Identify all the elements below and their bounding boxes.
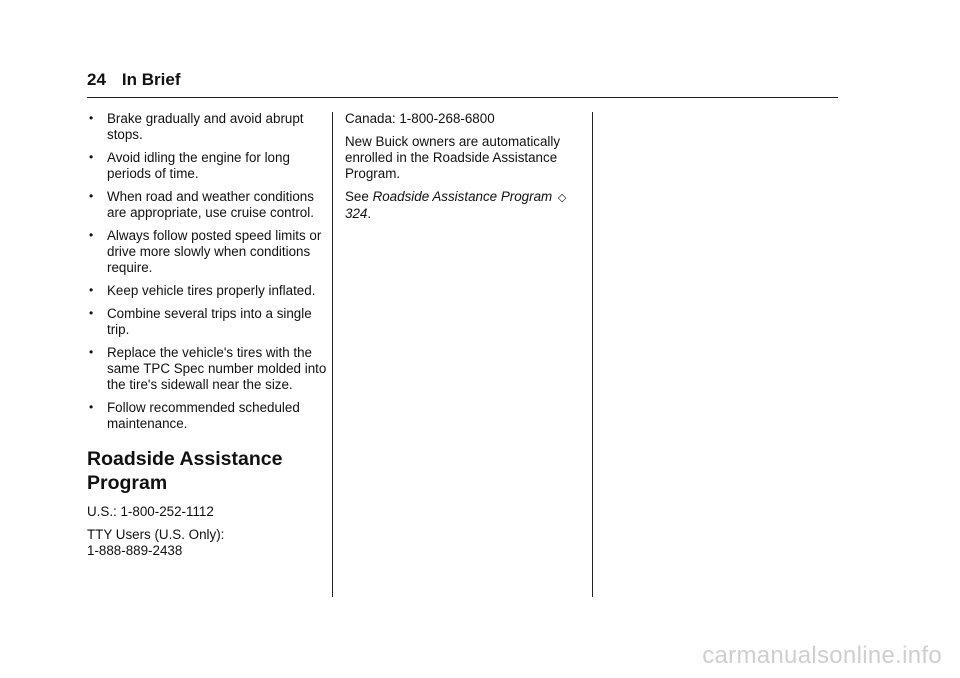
- column-divider-right: [592, 112, 593, 597]
- list-item: [87, 189, 327, 221]
- section-title: Roadside Assistance Program: [87, 448, 283, 494]
- bullet-icon: •: [89, 345, 94, 359]
- header-rule: [87, 97, 838, 98]
- bullet-icon: •: [89, 189, 94, 203]
- see-label: See: [345, 189, 369, 204]
- bullet-icon: •: [89, 111, 94, 125]
- column-2: [345, 111, 585, 229]
- list-item: [87, 111, 327, 143]
- enroll-text: New Buick owners are automatically enrolled in the Roadside Assistance Program.: [345, 134, 561, 181]
- list-item-text: Keep vehicle tires properly inflated.: [107, 283, 316, 298]
- list-item-text: Always follow posted speed limits or drive more slowly when conditions require.: [107, 228, 322, 275]
- tips-list: [87, 111, 327, 432]
- list-item-text: Combine several trips into a single trip.: [107, 306, 312, 337]
- column-divider-left: [332, 112, 333, 597]
- list-item: [87, 283, 327, 299]
- list-item: [87, 345, 327, 393]
- page-number: 24: [87, 70, 106, 89]
- reference-page-number[interactable]: 324: [345, 206, 368, 221]
- tty-label: TTY Users (U.S. Only):: [87, 527, 225, 542]
- bullet-icon: •: [89, 283, 94, 297]
- list-item: [87, 228, 327, 276]
- list-item: [87, 150, 327, 182]
- tty-info: [87, 527, 327, 559]
- tty-phone: 1-888-889-2438: [87, 543, 183, 558]
- bullet-icon: •: [89, 228, 94, 242]
- canada-phone: Canada: 1-800-268-6800: [345, 111, 495, 126]
- reference-period: .: [367, 206, 372, 221]
- reference-link[interactable]: Roadside Assistance Program: [372, 189, 553, 204]
- column-1: [87, 111, 327, 566]
- bullet-icon: •: [89, 150, 94, 164]
- watermark: carmanualsonline.info: [702, 642, 942, 669]
- see-reference: [345, 189, 585, 222]
- list-item-text: Follow recommended scheduled maintenance.: [107, 400, 300, 431]
- page-header: [87, 69, 180, 91]
- bullet-icon: •: [89, 306, 94, 320]
- list-item: [87, 306, 327, 338]
- bullet-icon: •: [89, 400, 94, 414]
- list-item-text: Replace the vehicle's tires with the same TPC Spec number molded into the tire's sidewall near the size.: [107, 345, 327, 392]
- page-reference-icon: ◇: [557, 192, 567, 204]
- list-item-text: Brake gradually and avoid abrupt stops.: [107, 111, 304, 142]
- section-name: In Brief: [121, 70, 181, 89]
- list-item-text: Avoid idling the engine for long periods of time.: [107, 150, 290, 181]
- us-phone: U.S.: 1-800-252-1112: [87, 504, 214, 519]
- list-item-text: When road and weather conditions are appropriate, use cruise control.: [107, 189, 314, 220]
- list-item: [87, 400, 327, 432]
